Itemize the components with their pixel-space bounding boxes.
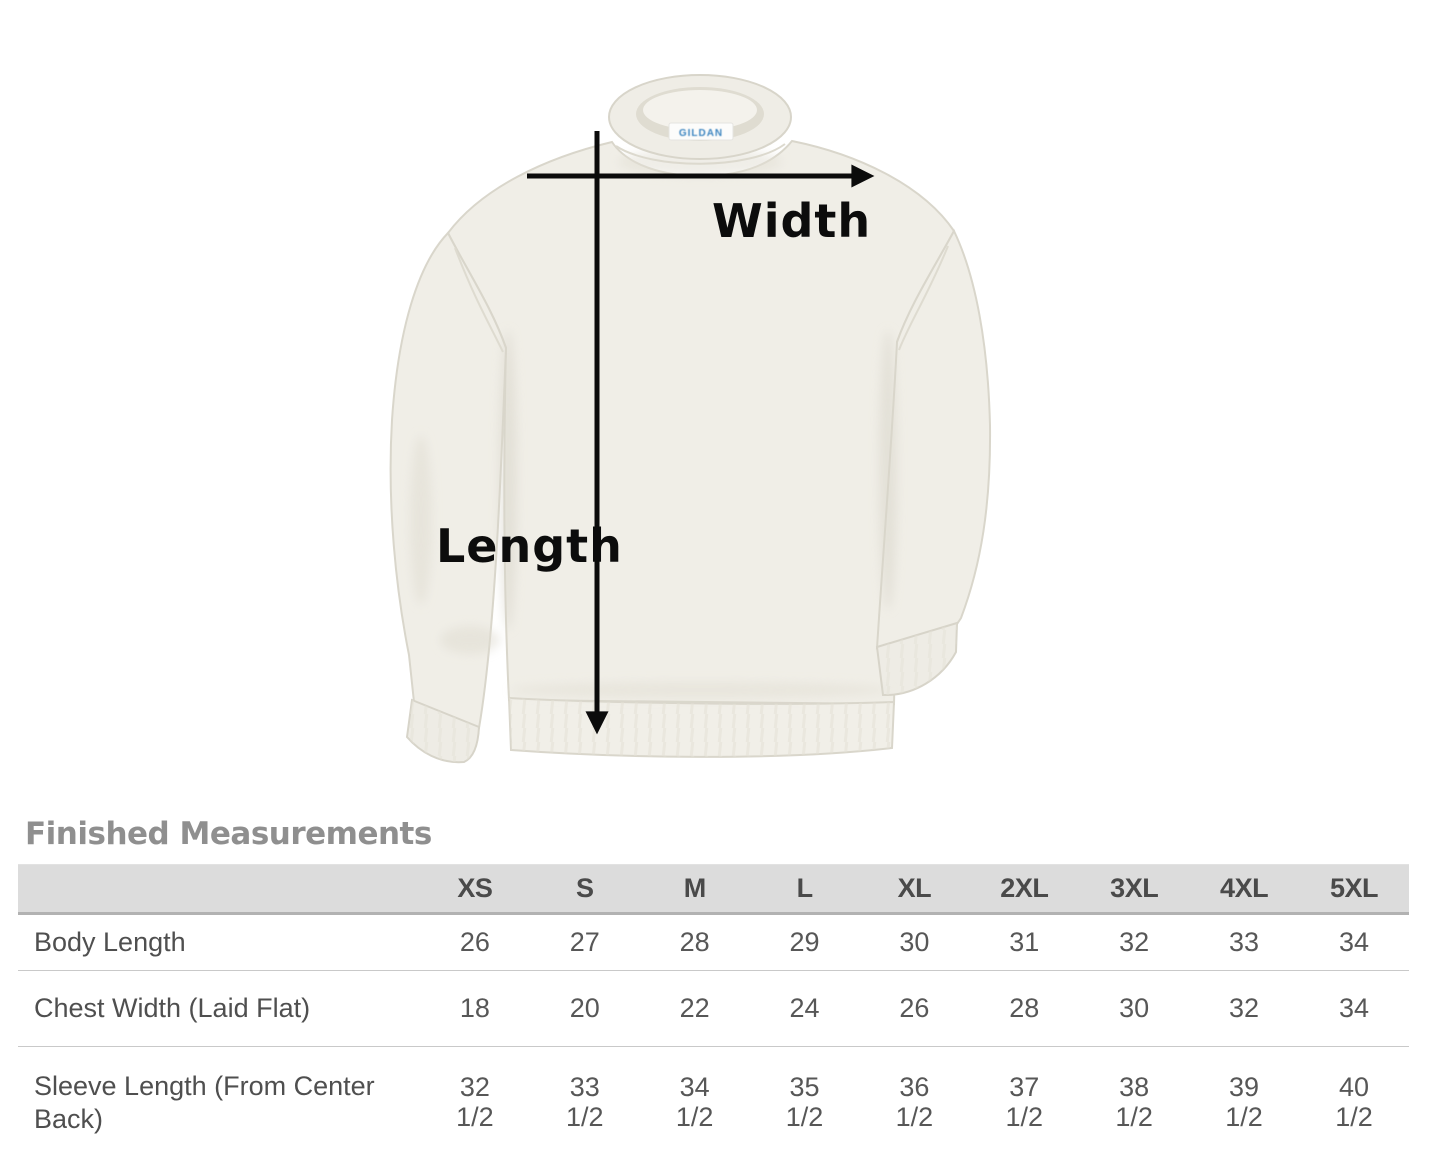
measurement-value-cell: 32 (1119, 926, 1150, 957)
table-row-chest-width (18, 971, 1409, 1047)
measurement-value-cell: 27 (569, 926, 600, 957)
size-column-header-m: M (683, 873, 706, 903)
size-column-header-2xl: 2XL (1000, 873, 1049, 903)
width-label: Width (712, 194, 872, 248)
measurements-table (18, 864, 1409, 1154)
finished-measurements-title: Finished Measurements (25, 816, 432, 852)
measurement-value-cell: 33 (1229, 926, 1260, 957)
sweatshirt-illustration (330, 55, 1030, 775)
measurement-value-cell: 26 (459, 926, 490, 957)
table-row-body-length (18, 914, 1409, 971)
size-column-header-4xl: 4XL (1220, 873, 1269, 903)
size-column-header-s: S (576, 873, 594, 903)
measurement-value-cell: 38 1/2 (1115, 1072, 1153, 1132)
measurement-row-label: Body Length (34, 927, 186, 958)
measurement-value-cell: 32 1/2 (456, 1072, 494, 1132)
measurement-value-cell: 34 (1338, 926, 1370, 957)
measurement-value-cell: 34 (1338, 992, 1370, 1023)
measurement-value-cell: 35 1/2 (785, 1072, 824, 1132)
measurement-value-cell: 39 1/2 (1225, 1072, 1263, 1132)
size-column-header-xs: XS (457, 873, 493, 903)
measurement-value-cell: 22 (679, 992, 710, 1023)
table-row-sleeve-length (18, 1047, 1409, 1154)
measurement-value-cell: 28 (679, 926, 710, 957)
size-column-header-xl: XL (897, 873, 932, 903)
measurement-row-label: Chest Width (Laid Flat) (34, 993, 311, 1024)
measurement-value-cell: 28 (1009, 992, 1040, 1023)
sweatshirt-left-sleeve (391, 233, 506, 728)
measurement-value-cell: 40 1/2 (1335, 1072, 1373, 1132)
size-column-header-3xl: 3XL (1110, 873, 1159, 903)
measurement-column-spacer (18, 865, 420, 914)
size-header-row (18, 865, 1409, 914)
sweatshirt-collar (609, 75, 791, 164)
measurement-value-cell: 36 1/2 (895, 1072, 934, 1132)
measurement-value-cell: 24 (789, 992, 820, 1023)
measurement-value-cell: 30 (899, 926, 930, 957)
neck-tag-brand-text: GILDAN (678, 128, 724, 139)
measurement-value-cell: 18 (459, 992, 490, 1023)
measurement-value-cell: 37 1/2 (1005, 1072, 1044, 1132)
measurement-value-cell: 20 (569, 992, 600, 1023)
length-label: Length (436, 519, 623, 573)
measurement-value-cell: 31 (1009, 926, 1040, 957)
measurement-value-cell: 26 (899, 992, 930, 1023)
size-column-header-5xl: 5XL (1329, 873, 1379, 903)
measurement-value-cell: 33 1/2 (566, 1072, 604, 1132)
size-column-header-l: L (796, 873, 813, 903)
neck-tag (669, 123, 733, 140)
measurement-value-cell: 34 1/2 (675, 1072, 714, 1132)
measurement-value-cell: 32 (1229, 992, 1260, 1023)
measurement-value-cell: 30 (1119, 992, 1150, 1023)
measurement-row-label: Sleeve Length (From Center Back) (34, 1071, 375, 1134)
measurement-value-cell: 29 (789, 926, 820, 957)
